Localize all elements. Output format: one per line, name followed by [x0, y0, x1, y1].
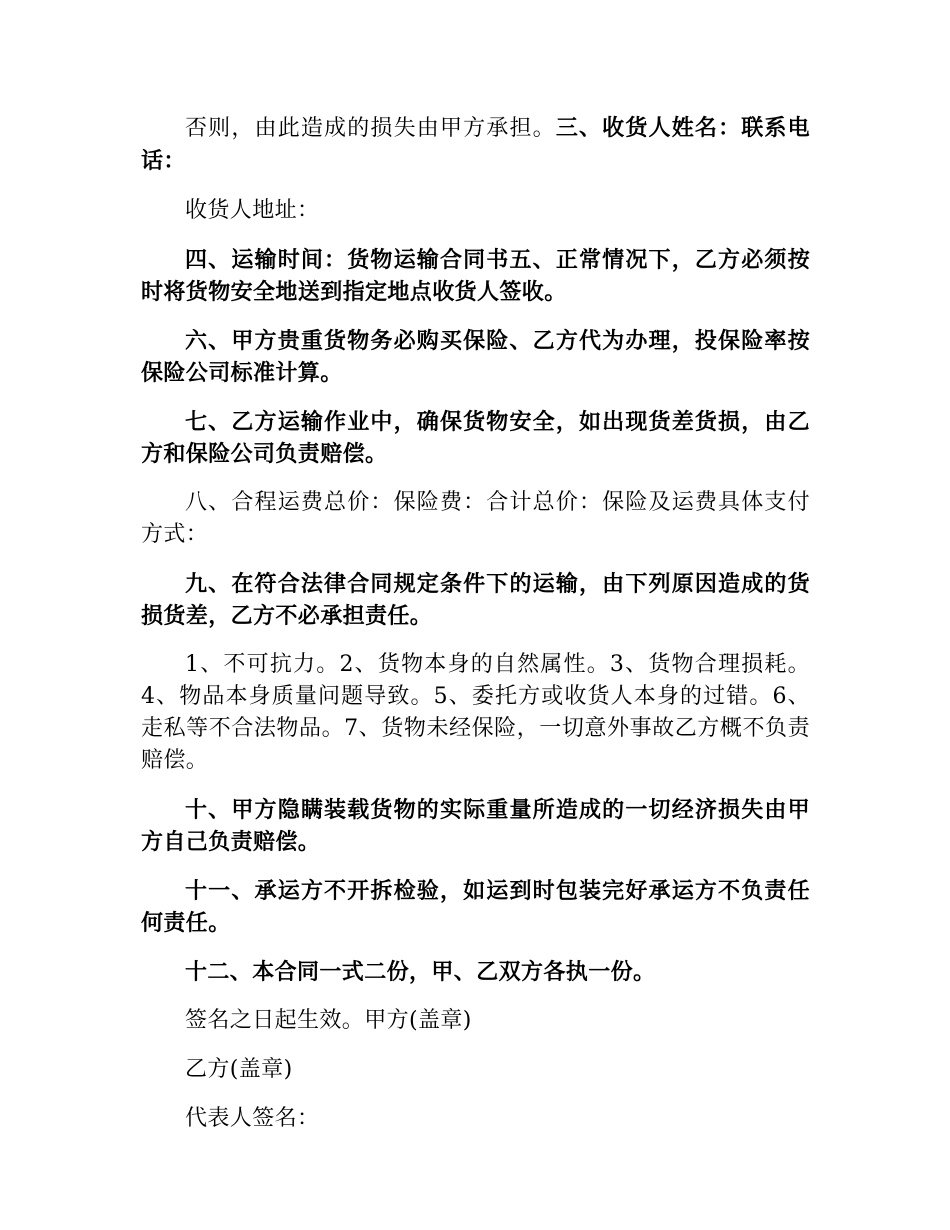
paragraph-copies: 十二、本合同一式二份，甲、乙双方各执一份。 [185, 959, 656, 985]
paragraph-transport-time: 四、运输时间：货物运输合同书五、正常情况下，乙方必须按时将货物安全地送到指定地点收货人签收。 [141, 247, 810, 305]
paragraph-insurance: 六、甲方贵重货物务必购买保险、乙方代为办理，投保险率按保险公司标准计算。 [141, 328, 810, 386]
document-body [141, 112, 810, 1152]
paragraph-no-inspection: 十一、承运方不开拆检验，如运到时包装完好承运方不负责任何责任。 [141, 878, 810, 936]
paragraph-exemption-list: 1、不可抗力。2、货物本身的自然属性。3、货物合理损耗。4、物品本身质量问题导致。5、委托方或收货人本身的过错。6、走私等不合法物品。7、货物未经保险，一切意外事故乙方概不负责赔偿。 [141, 652, 810, 773]
paragraph-freight-price: 八、合程运费总价：保险费：合计总价：保险及运费具体支付方式： [141, 490, 810, 547]
paragraph-weight-concealment: 十、甲方隐瞒装载货物的实际重量所造成的一切经济损失由甲方自己负责赔偿。 [141, 797, 810, 855]
paragraph-cargo-safety: 七、乙方运输作业中，确保货物安全，如出现货差货损，由乙方和保险公司负责赔偿。 [141, 409, 810, 467]
paragraph-liability-exemption: 九、在符合法律合同规定条件下的运输，由下列原因造成的货损货差，乙方不必承担责任。 [141, 571, 810, 629]
paragraph-representative-signature: 代表人签名： [185, 1106, 320, 1131]
paragraph-consignee-address: 收货人地址： [185, 198, 320, 223]
paragraph-effective-party-a: 签名之日起生效。甲方(盖章) [185, 1008, 472, 1033]
loss-clause-text: 否则，由此造成的损失由甲方承担。 [185, 116, 556, 141]
paragraph-party-b: 乙方(盖章) [185, 1057, 293, 1082]
paragraph-loss-and-consignee [141, 112, 810, 178]
consignee-name-phone-clause: 三、收货人姓名：联系电话： [141, 115, 810, 174]
